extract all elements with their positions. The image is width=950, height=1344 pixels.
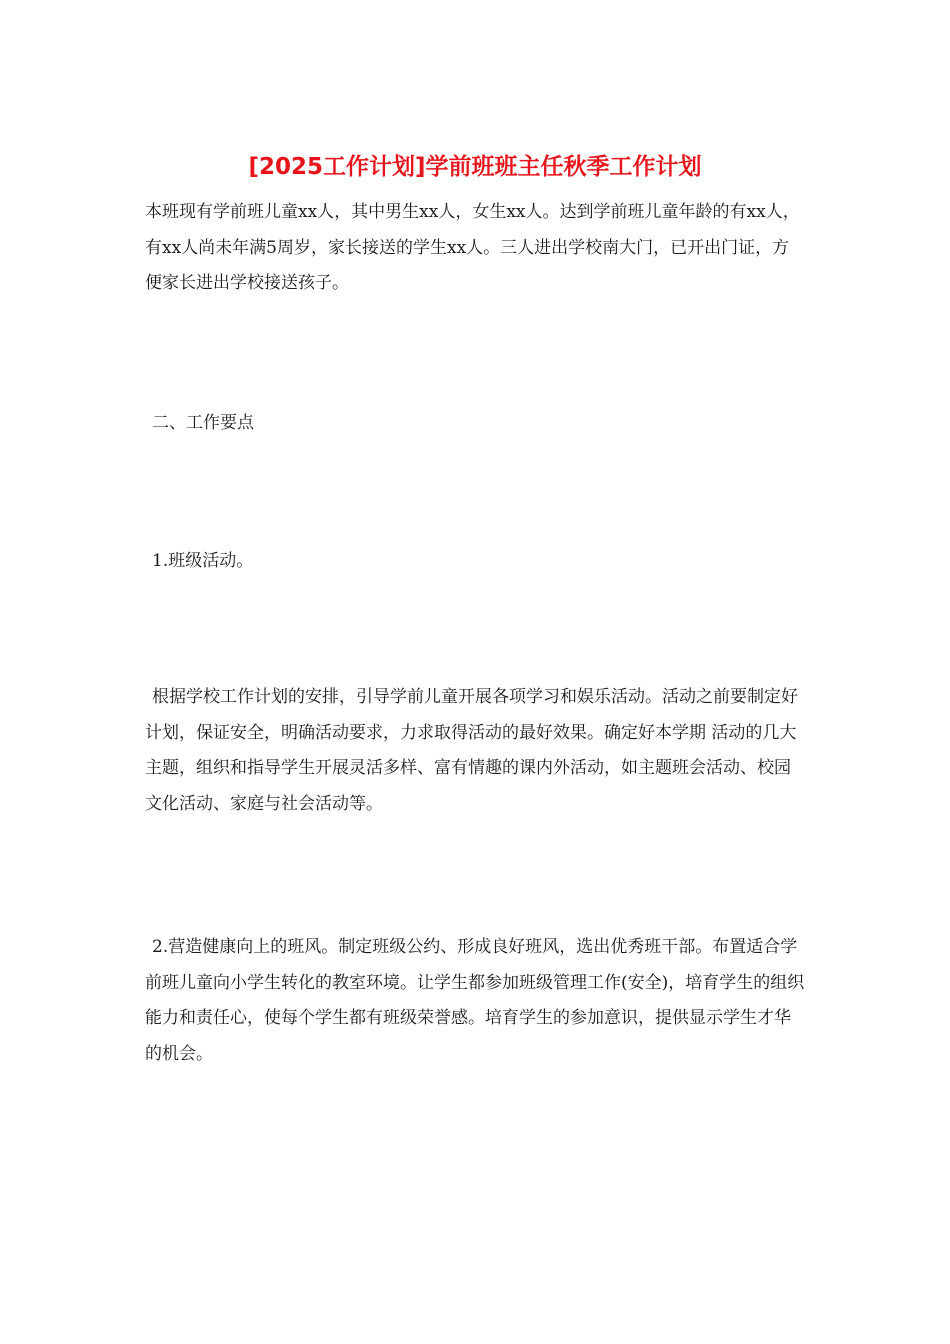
item-heading-class-activities: 1.班级活动。	[152, 551, 254, 571]
intro-paragraph: 本班现有学前班儿童xx人，其中男生xx人，女生xx人。达到学前班儿童年龄的有xx人，有xx人尚未年满5周岁，家长接送的学生xx人。三人进出学校南大门，已开出门证，方便家长进出学校接送孩子。	[145, 202, 800, 293]
class-activities-paragraph: 根据学校工作计划的安排，引导学前儿童开展各项学习和娱乐活动。活动之前要制定好计划，保证安全，明确活动要求，力求取得活动的最好效果。确定好本学期 活动的几大主题，组织和指导学生开展灵活多样、富有情趣的课内外活动，如主题班会活动、校园文化活动、家庭与社会活动等。	[145, 687, 798, 814]
section-heading-work-points: 二、工作要点	[152, 413, 254, 433]
class-style-paragraph: 2.营造健康向上的班风。制定班级公约、形成良好班风，选出优秀班干部。布置适合学前班儿童向小学生转化的教室环境。让学生都参加班级管理工作(安全)，培育学生的组织能力和责任心，使每个学生都有班级荣誉感。培育学生的参加意识，提供显示学生才华的机会。	[145, 937, 805, 1064]
document-title: [2025工作计划]学前班班主任秋季工作计划	[248, 154, 702, 180]
